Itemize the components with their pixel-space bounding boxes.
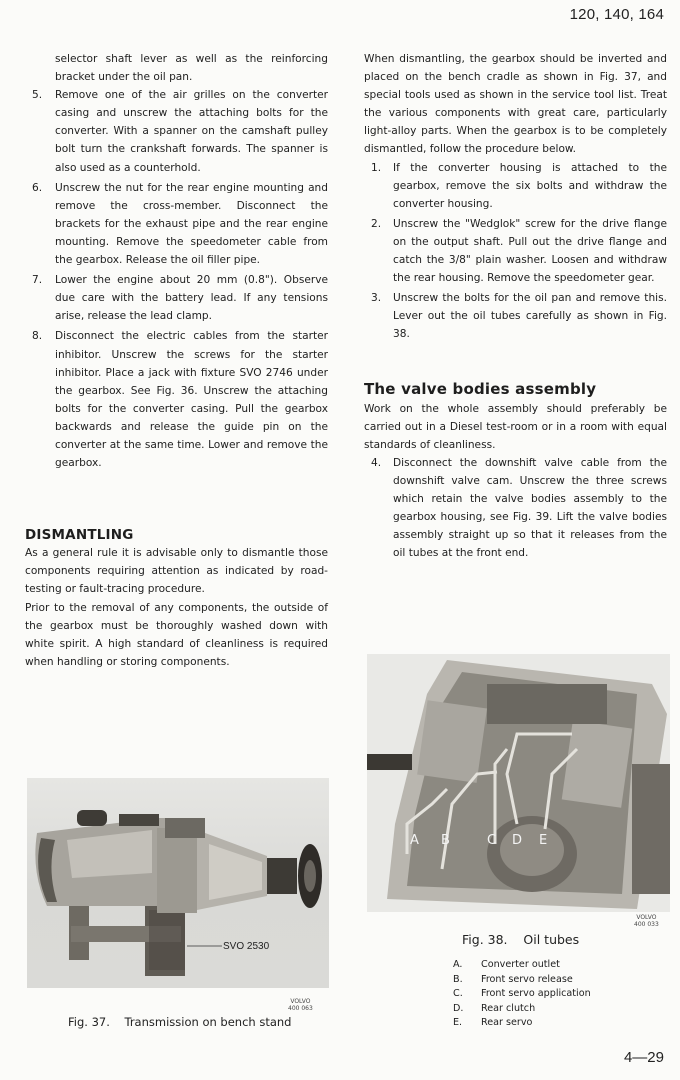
brand-mark: VOLVO [290,998,311,1005]
figure-37-ref [288,998,313,1012]
step-7 [25,271,328,325]
legend-key: A. [453,959,463,970]
step-number: 6. [32,181,43,194]
legend-label: Converter outlet [481,959,560,970]
step-number: 2. [371,217,382,230]
step-number: 3. [371,292,382,305]
step-text: Remove one of the air grilles on the converter casing and unscrew the attaching bolts for the converter. With a spanner on the camshaft pulley bolt turn the crankshaft forwards. The spanner is also used as a counterhold. [55,89,328,174]
legend-label: Front servo release [481,973,573,985]
step-8 [25,327,328,472]
figure-37-photo [27,778,329,988]
right-column [364,50,667,564]
page-number: 4—29 [623,1049,664,1066]
step-text: Disconnect the downshift valve cable from the downshift valve cam. Unscrew the three screws which retain the valve bodies assembly to the gearbox housing, see Fig. 39. Lift the valve bodies assembly straight up so that it releases from the oil tubes at the front end. [393,456,667,560]
paragraph: Work on the whole assembly should preferably be carried out in a Diesel test-room or in a room with equal standards of cleanliness. [364,402,667,451]
paragraph: When dismantling, the gearbox should be inverted and placed on the bench cradle as shown in Fig. 37, and special tools used as shown in the service tool list. Treat the various components with great care, particularly light-alloy parts. When the gearbox is to be completely dismantled, follow the procedure below. [364,53,667,156]
page-header-models: 120, 140, 164 [569,6,664,23]
figure-38-caption: Fig. 38. Oil tubes [462,932,580,947]
legend-label: Front servo application [481,988,591,999]
legend-item [453,973,591,988]
legend-item [453,1016,591,1031]
tube-label-a: A [410,833,419,848]
legend-key: B. [453,973,463,985]
step-text: Unscrew the bolts for the oil pan and remove this. Lever out the oil tubes carefully as shown in Fig. 38. [393,292,667,341]
brand-mark: VOLVO [636,914,657,921]
figure-38-legend [453,958,591,1031]
tube-label-d: D [512,833,523,848]
paragraph: As a general rule it is advisable only to dismantle those components requiring attention as indicated by road-testing or fault-tracing procedure. [25,547,328,596]
figure-38-ref [634,914,659,928]
step-number: 7. [32,274,43,287]
legend-key: C. [453,988,463,999]
step-5 [25,86,328,176]
tube-label-b: B [441,833,450,848]
figure-38-photo [367,654,670,912]
step-number: 4. [371,456,382,469]
figure-ref-number: 400 063 [288,1005,313,1012]
step-text: Disconnect the electric cables from the starter inhibitor. Unscrew the screws for the starter inhibitor. Place a jack with fixture SVO 2746 under the gearbox. See Fig. 36. Unscrew the attaching bolts for the converter casing. Pull the gearbox backwards and release the guide pin on the converter at the same time. Lower and remove the gearbox. [55,330,328,470]
step-3 [364,289,667,343]
step-4 [364,454,667,563]
section-heading-valve-bodies: The valve bodies assembly [364,379,597,398]
tube-label-c: C [487,833,497,848]
left-column [25,50,328,671]
figure-37-caption: Fig. 37. Transmission on bench stand [68,1015,292,1029]
legend-item [453,987,591,1002]
legend-label: Rear clutch [481,1002,536,1014]
legend-label: Rear servo [481,1017,533,1028]
step-1 [364,159,667,213]
legend-item [453,1002,591,1017]
step-number: 1. [371,161,382,174]
tool-label-svo-2530: SVO 2530 [223,941,270,952]
step-continuation: selector shaft lever as well as the reinforcing bracket under the oil pan. [55,53,328,84]
step-text: Unscrew the "Wedglok" screw for the drive flange on the output shaft. Pull out the drive flange and catch the 3/8" plain washer. Loosen and withdraw the rear housing. Remove the speedometer gear. [393,217,667,285]
legend-key: D. [453,1002,464,1014]
step-text: Lower the engine about 20 mm (0.8"). Observe due care with the battery lead. If any tensions arise, release the lead clamp. [55,274,328,323]
tube-label-e: E [539,833,548,848]
step-number: 8. [32,330,43,343]
legend-key: E. [453,1017,463,1028]
step-text: If the converter housing is attached to the gearbox, remove the six bolts and withdraw the converter housing. [393,161,667,210]
step-number: 5. [32,89,43,102]
paragraph: Prior to the removal of any components, the outside of the gearbox must be thoroughly washed down with white spirit. A high standard of cleanliness is required when handling or storing components. [25,601,328,668]
figure-ref-number: 400 033 [634,921,659,928]
oil-tubes-illustration [367,654,670,912]
legend-item [453,958,591,973]
transmission-illustration [27,778,329,988]
step-6 [25,179,328,269]
step-2 [364,215,667,287]
step-text: Unscrew the nut for the rear engine mounting and remove the cross-member. Disconnect the brackets for the exhaust pipe and the rear engine mounting. Remove the speedometer cable from the gearbox. Release the oil filler pipe. [55,181,328,267]
section-heading-dismantling: DISMANTLING [25,527,134,544]
